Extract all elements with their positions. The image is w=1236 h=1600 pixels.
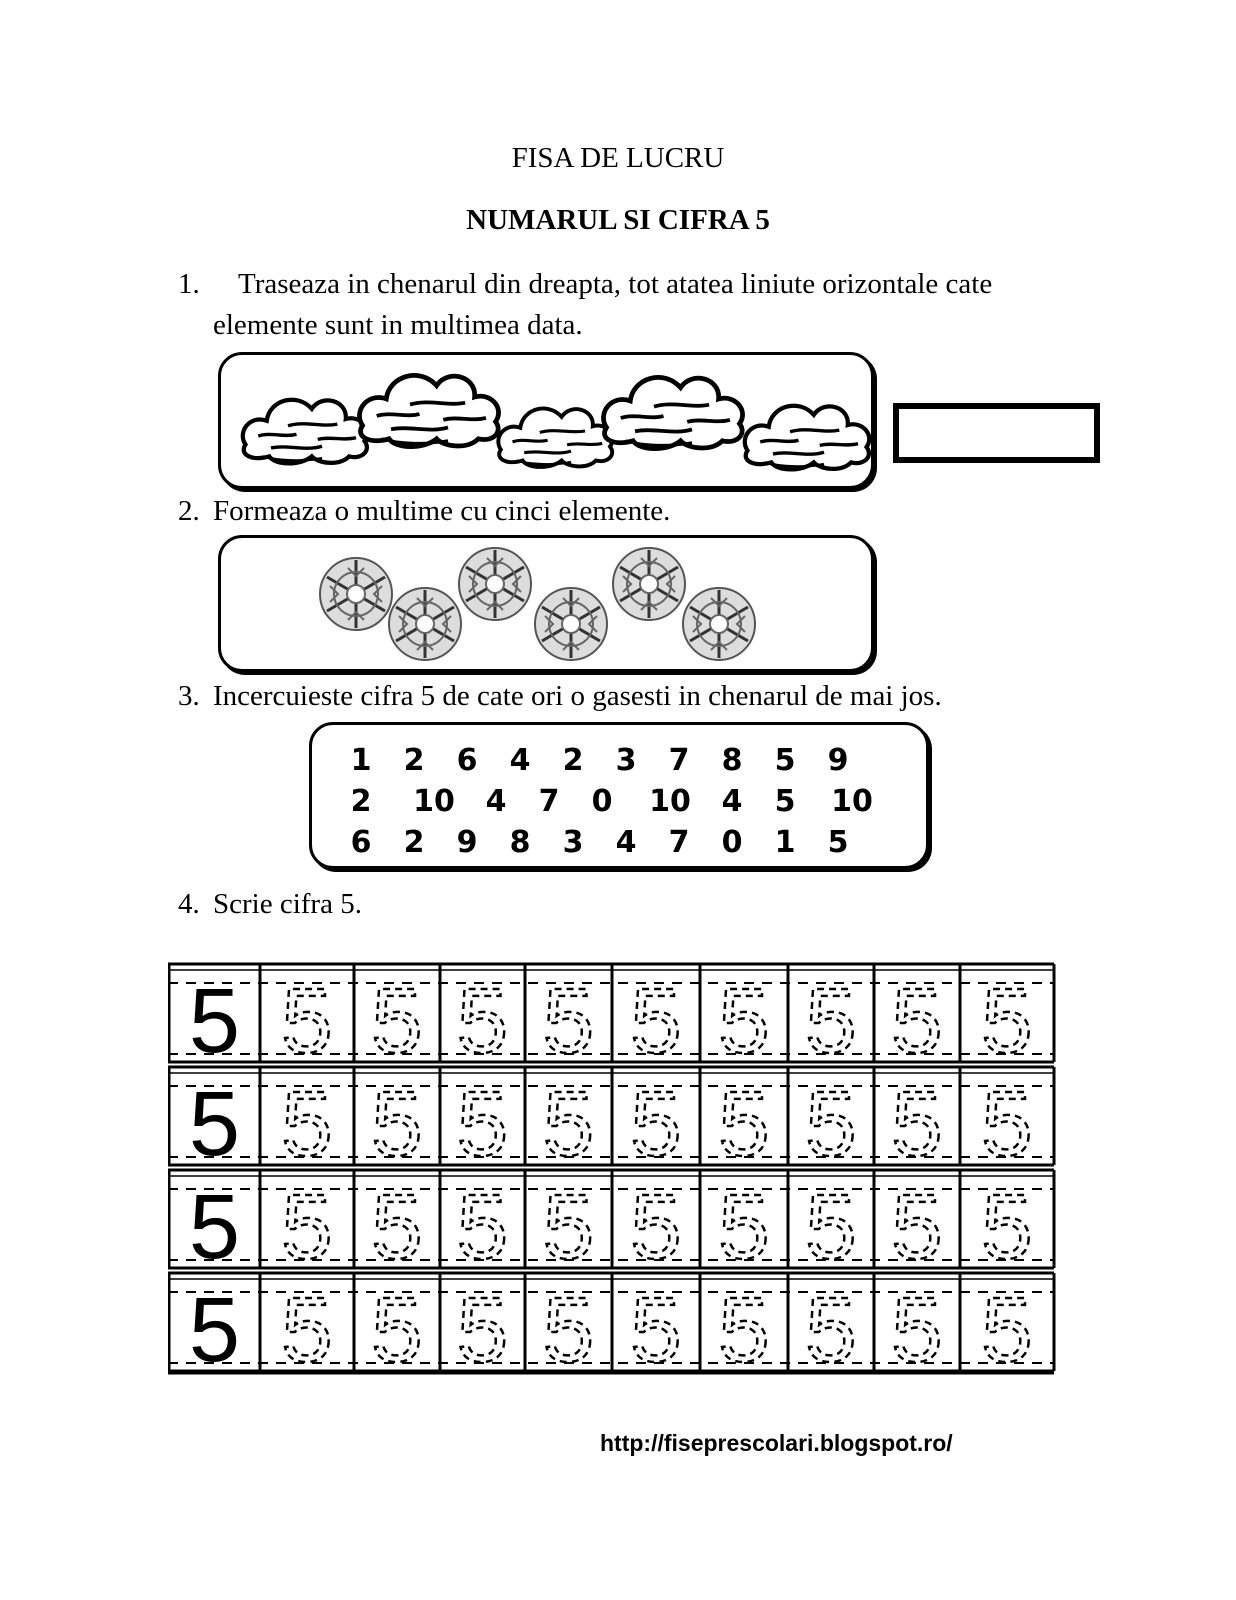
trace-digit: 5: [630, 970, 682, 1072]
grid-digit[interactable]: 6: [456, 743, 478, 778]
task1-number: 1.: [178, 268, 200, 300]
model-digit: 5: [188, 1176, 241, 1278]
trace-digit: 5: [630, 1073, 682, 1175]
trace-digit: 5: [805, 970, 857, 1072]
task3-text: Incercuieste cifra 5 de cate ori o gasesti in chenarul de mai jos.: [213, 680, 942, 712]
task4-text: Scrie cifra 5.: [213, 888, 362, 920]
trace-digit: 5: [891, 1279, 943, 1381]
trace-digit: 5: [981, 970, 1033, 1072]
trace-digit: 5: [981, 1176, 1033, 1278]
task1-text-line2: elemente sunt in multimea data.: [213, 309, 583, 341]
trace-digit: 5: [456, 1176, 509, 1278]
grid-digit[interactable]: 1: [350, 743, 372, 778]
grid-digit[interactable]: 5: [774, 784, 796, 819]
snowflake-icon: [459, 548, 531, 620]
footer-url[interactable]: http://fiseprescolari.blogspot.ro/: [600, 1430, 953, 1456]
trace-digit: 5: [281, 1073, 333, 1175]
trace-digit: 5: [542, 970, 595, 1072]
grid-digit[interactable]: 7: [668, 743, 690, 778]
trace-digit: 5: [371, 1279, 423, 1381]
grid-digit[interactable]: 2: [403, 743, 425, 778]
snowflake-icon: [613, 548, 685, 620]
task2-number: 2.: [178, 495, 200, 527]
trace-digit: 5: [805, 1176, 857, 1278]
cloud-icon: [745, 406, 869, 470]
trace-digit: 5: [456, 1073, 509, 1175]
task3-number: 3.: [178, 680, 200, 712]
trace-digit: 5: [891, 970, 943, 1072]
trace-digit: 5: [718, 1073, 770, 1175]
task1-text-line1: Traseaza in chenarul din dreapta, tot atatea liniute orizontale cate: [238, 268, 993, 300]
trace-digit: 5: [456, 970, 509, 1072]
snowflake-icon: [683, 588, 755, 660]
grid-digit[interactable]: 5: [827, 825, 849, 860]
tracing-grid[interactable]: [168, 962, 1056, 1382]
trace-digit: 5: [281, 1279, 333, 1381]
answer-box[interactable]: [893, 403, 1100, 463]
cloud-icon: [603, 377, 742, 448]
grid-digit[interactable]: 0: [591, 784, 613, 819]
task2-text: Formeaza o multime cu cinci elemente.: [213, 495, 671, 527]
grid-digit[interactable]: 1: [774, 825, 796, 860]
trace-digit: 5: [981, 1279, 1033, 1381]
cloud-icon: [498, 409, 612, 467]
trace-digit: 5: [281, 1176, 333, 1278]
cloud-icon: [243, 400, 367, 464]
worksheet-title: FISA DE LUCRU: [511, 142, 725, 174]
trace-digit: 5: [630, 1279, 682, 1381]
model-digit: 5: [188, 1279, 241, 1381]
grid-digit[interactable]: 2: [562, 743, 584, 778]
grid-digit[interactable]: 10: [831, 784, 873, 819]
grid-digit[interactable]: 2: [403, 825, 425, 860]
trace-digit: 5: [371, 1073, 423, 1175]
snowflake-icon: [389, 588, 461, 660]
snowflake-icon: [535, 588, 607, 660]
grid-digit[interactable]: 4: [615, 825, 637, 860]
clouds-set: [221, 355, 871, 486]
grid-digit[interactable]: 6: [350, 825, 372, 860]
trace-digit: 5: [281, 970, 333, 1072]
grid-digit[interactable]: 10: [649, 784, 691, 819]
trace-digit: 5: [718, 1279, 770, 1381]
trace-digit: 5: [371, 970, 423, 1072]
trace-digit: 5: [718, 970, 770, 1072]
grid-digit[interactable]: 2: [350, 784, 372, 819]
snowflakes-set-box: [218, 535, 874, 672]
trace-digit: 5: [891, 1176, 943, 1278]
trace-digit: 5: [630, 1176, 682, 1278]
trace-digit: 5: [542, 1176, 595, 1278]
grid-digit[interactable]: 4: [485, 784, 507, 819]
trace-digit: 5: [542, 1279, 595, 1381]
grid-digit[interactable]: 8: [509, 825, 531, 860]
grid-digit[interactable]: 0: [721, 825, 743, 860]
grid-digit[interactable]: 7: [538, 784, 560, 819]
trace-digit: 5: [805, 1279, 857, 1381]
grid-digit[interactable]: 3: [615, 743, 637, 778]
grid-digit[interactable]: 4: [721, 784, 743, 819]
worksheet-subtitle: NUMARUL SI CIFRA 5: [466, 204, 770, 236]
grid-digit[interactable]: 8: [721, 743, 743, 778]
grid-digit[interactable]: 9: [827, 743, 849, 778]
snowflakes-set: [221, 538, 871, 669]
clouds-set-box: [218, 352, 874, 489]
trace-digit: 5: [805, 1073, 857, 1175]
model-digit: 5: [188, 970, 241, 1072]
grid-digit[interactable]: 10: [413, 784, 455, 819]
trace-digit: 5: [371, 1176, 423, 1278]
grid-digit[interactable]: 4: [509, 743, 531, 778]
digits-box: [309, 722, 929, 869]
task4-number: 4.: [178, 888, 200, 920]
model-digit: 5: [188, 1073, 241, 1175]
grid-digit[interactable]: 5: [774, 743, 796, 778]
grid-digit[interactable]: 7: [668, 825, 690, 860]
trace-digit: 5: [718, 1176, 770, 1278]
cloud-icon: [359, 375, 498, 446]
trace-digit: 5: [542, 1073, 595, 1175]
grid-digit[interactable]: 3: [562, 825, 584, 860]
trace-digit: 5: [456, 1279, 509, 1381]
snowflake-icon: [320, 558, 392, 630]
trace-digit: 5: [981, 1073, 1033, 1175]
trace-digit: 5: [891, 1073, 943, 1175]
grid-digit[interactable]: 9: [456, 825, 478, 860]
